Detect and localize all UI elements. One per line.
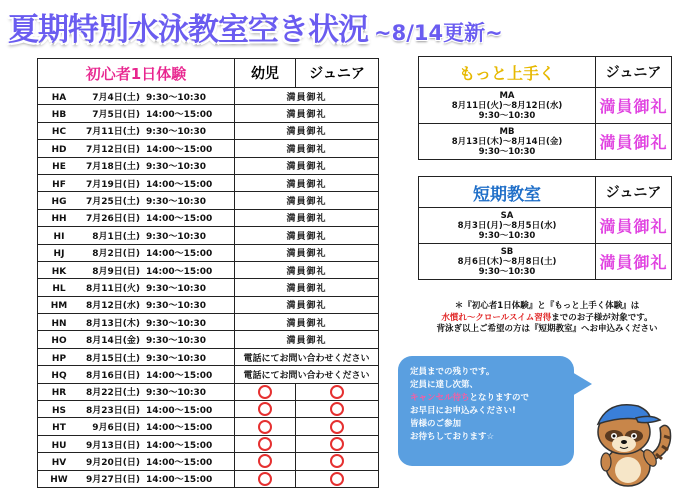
session-date: 8月1日(土) [92, 231, 140, 242]
note-line-2: までのお子様が対象です。 [551, 312, 653, 323]
session-date: 7月18日(土) [85, 162, 140, 173]
status-full: 満員御礼 [235, 209, 379, 226]
status-full: 満員御礼 [235, 331, 379, 348]
session-time: 14:00～15:00 [146, 457, 213, 468]
bubble-line-5: 皆様のご参加 [410, 419, 462, 429]
better-header-junior: ジュニア [596, 57, 672, 88]
session-date: 7月26日(日) [85, 214, 140, 225]
table-row [38, 331, 379, 348]
session-dates: 8月6日(木)～8月8日(土) [457, 256, 557, 267]
note-highlight: 水慣れ～クロールスイム習得 [441, 312, 552, 323]
table-row [38, 401, 379, 418]
session-code: HO [51, 336, 67, 347]
status-inquire: 電話にてお問い合わせください [235, 348, 379, 365]
session-time: 14:00～15:00 [146, 144, 213, 155]
table-row [38, 122, 379, 139]
session-time: 14:00～15:00 [146, 370, 213, 381]
session-code: HK [51, 266, 67, 277]
bubble-line-2: 定員に達し次第、 [410, 380, 479, 390]
status-full: 満員御礼 [235, 105, 379, 122]
session-date: 8月13日(木) [85, 318, 140, 329]
session-time: 9:30～10:30 [146, 127, 207, 138]
session-code: HB [51, 110, 67, 121]
status-full: 満員御礼 [235, 174, 379, 191]
status-full: 満員御礼 [235, 140, 379, 157]
status-full: 満員御礼 [235, 244, 379, 261]
short-header-junior: ジュニア [596, 177, 672, 208]
available-circle-icon [330, 385, 344, 399]
session-code: HQ [51, 370, 67, 381]
session-code: HA [51, 92, 67, 103]
session-dates: 8月11日(火)～8月12日(水) [451, 100, 563, 111]
status-full: 満員御礼 [235, 122, 379, 139]
session-code: HR [51, 388, 67, 399]
session-code: HS [51, 405, 66, 416]
table-row [38, 140, 379, 157]
session-time: 14:00～15:00 [146, 475, 213, 486]
session-time: 14:00～15:00 [146, 405, 213, 416]
raccoon-mascot-icon [586, 392, 676, 490]
short-course-table [418, 176, 672, 280]
session-dates: 8月13日(木)～8月14日(金) [451, 136, 563, 147]
available-circle-icon [330, 420, 344, 434]
session-date: 7月11日(土) [85, 127, 140, 138]
session-code: MA [499, 90, 515, 101]
table-row [419, 244, 672, 280]
table-row [38, 192, 379, 209]
session-date: 8月15日(土) [85, 353, 140, 364]
session-code: SA [500, 210, 514, 221]
table-row [38, 157, 379, 174]
trial-header-name: 初心者1日体験 [38, 59, 235, 88]
session-date: 9月27日(日) [85, 475, 140, 486]
trial-header-junior: ジュニア [296, 59, 379, 88]
session-code: HU [51, 440, 67, 451]
session-date: 8月12日(水) [85, 301, 140, 312]
title-updated: ~8/14更新~ [374, 21, 503, 45]
note-line-3: 背泳ぎ以上ご希望の方は『短期教室』へお申込みください [436, 324, 658, 334]
table-row [38, 88, 379, 105]
available-circle-icon [258, 437, 272, 451]
trial-header-kids: 幼児 [235, 59, 296, 88]
session-date: 7月19日(日) [85, 179, 140, 190]
short-header-name: 短期教室 [419, 177, 596, 208]
session-code: HG [51, 197, 67, 208]
session-code: SB [500, 246, 514, 257]
table-row [38, 174, 379, 191]
session-date: 8月14日(金) [85, 336, 140, 347]
session-time: 9:30～10:30 [478, 266, 536, 277]
eligibility-note [412, 301, 682, 336]
table-row [38, 227, 379, 244]
session-code: HT [52, 423, 66, 434]
status-full: 満員御礼 [235, 261, 379, 278]
available-circle-icon [258, 385, 272, 399]
session-time: 9:30～10:30 [146, 162, 207, 173]
bubble-line-6: お待ちしております☆ [410, 432, 495, 442]
session-time: 9:30～10:30 [146, 336, 207, 347]
session-code: HE [52, 162, 66, 173]
table-row [38, 261, 379, 278]
session-code: HI [53, 231, 65, 242]
table-row [38, 296, 379, 313]
table-row [419, 124, 672, 160]
bubble-line-3: となりますので [469, 393, 530, 403]
available-circle-icon [258, 454, 272, 468]
table-row [38, 244, 379, 261]
session-time: 9:30～10:30 [146, 388, 207, 399]
session-time: 9:30～10:30 [478, 110, 536, 121]
session-date: 8月16日(日) [85, 370, 140, 381]
session-time: 14:00～15:00 [146, 110, 213, 121]
session-code: HH [51, 214, 67, 225]
table-row [38, 453, 379, 470]
table-row [38, 366, 379, 383]
session-date: 8月9日(日) [92, 266, 140, 277]
session-time: 9:30～10:30 [146, 301, 207, 312]
session-time: 14:00～15:00 [146, 214, 213, 225]
table-row [38, 418, 379, 435]
session-time: 14:00～15:00 [146, 266, 213, 277]
table-row [38, 314, 379, 331]
title-main: 夏期特別水泳教室空き状況 [8, 12, 368, 48]
session-date: 7月12日(日) [85, 144, 140, 155]
session-date: 8月11日(火) [85, 283, 140, 294]
table-row [419, 208, 672, 244]
note-line-1: ＊『初心者1日体験』と『もっと上手く体験』は [454, 301, 640, 311]
session-time: 9:30～10:30 [146, 231, 207, 242]
session-code: MB [499, 126, 515, 137]
available-circle-icon [330, 472, 344, 486]
status-full: 満員御礼 [235, 192, 379, 209]
session-code: HW [50, 475, 68, 486]
status-full: 満員御礼 [596, 88, 672, 124]
status-full: 満員御礼 [596, 244, 672, 280]
session-date: 8月22日(土) [85, 388, 140, 399]
session-date: 8月2日(日) [92, 249, 140, 260]
bubble-line-4: お早目にお申込みください! [410, 406, 516, 416]
status-full: 満員御礼 [596, 208, 672, 244]
session-time: 9:30～10:30 [146, 197, 207, 208]
status-full: 満員御礼 [235, 88, 379, 105]
session-code: HD [51, 144, 67, 155]
table-row [38, 383, 379, 400]
session-time: 14:00～15:00 [146, 440, 213, 451]
bubble-highlight: キャンセル待ち [410, 393, 470, 403]
session-time: 9:30～10:30 [146, 353, 207, 364]
bubble-line-1: 定員までの残りです。 [410, 367, 495, 377]
session-code: HJ [53, 249, 65, 260]
available-circle-icon [330, 402, 344, 416]
session-date: 9月20日(日) [85, 457, 140, 468]
available-circle-icon [330, 454, 344, 468]
session-time: 9:30～10:30 [146, 283, 207, 294]
trial-lesson-table [37, 58, 379, 488]
available-circle-icon [258, 472, 272, 486]
session-date: 9月6日(日) [92, 423, 140, 434]
better-header-name: もっと上手く [419, 57, 596, 88]
session-code: HM [50, 301, 68, 312]
table-row [419, 88, 672, 124]
status-full: 満員御礼 [235, 227, 379, 244]
status-full: 満員御礼 [235, 296, 379, 313]
session-time: 9:30～10:30 [478, 146, 536, 157]
session-time: 9:30～10:30 [146, 92, 207, 103]
table-row [38, 435, 379, 452]
session-dates: 8月3日(月)～8月5日(水) [457, 220, 557, 231]
session-code: HP [51, 353, 67, 364]
table-row [38, 470, 379, 487]
table-row [38, 348, 379, 365]
speech-bubble [398, 356, 574, 466]
status-full: 満員御礼 [235, 157, 379, 174]
better-lesson-table [418, 56, 672, 160]
session-code: HL [52, 283, 66, 294]
available-circle-icon [330, 437, 344, 451]
table-row [38, 279, 379, 296]
table-row [38, 105, 379, 122]
session-date: 8月23日(日) [85, 405, 140, 416]
session-code: HF [52, 179, 66, 190]
session-code: HV [51, 457, 67, 468]
session-time: 9:30～10:30 [146, 318, 207, 329]
available-circle-icon [258, 402, 272, 416]
session-date: 7月25日(土) [85, 197, 140, 208]
status-inquire: 電話にてお問い合わせください [235, 366, 379, 383]
session-date: 7月5日(日) [92, 110, 140, 121]
session-time: 14:00～15:00 [146, 249, 213, 260]
session-code: HN [51, 318, 67, 329]
status-full: 満員御礼 [235, 314, 379, 331]
session-date: 9月13日(日) [85, 440, 140, 451]
table-row [38, 209, 379, 226]
status-full: 満員御礼 [235, 279, 379, 296]
status-full: 満員御礼 [596, 124, 672, 160]
session-time: 9:30～10:30 [478, 230, 536, 241]
session-date: 7月4日(土) [92, 92, 140, 103]
session-code: HC [51, 127, 67, 138]
session-time: 14:00～15:00 [146, 179, 213, 190]
available-circle-icon [258, 420, 272, 434]
page-title [8, 4, 503, 46]
session-time: 14:00～15:00 [146, 423, 213, 434]
